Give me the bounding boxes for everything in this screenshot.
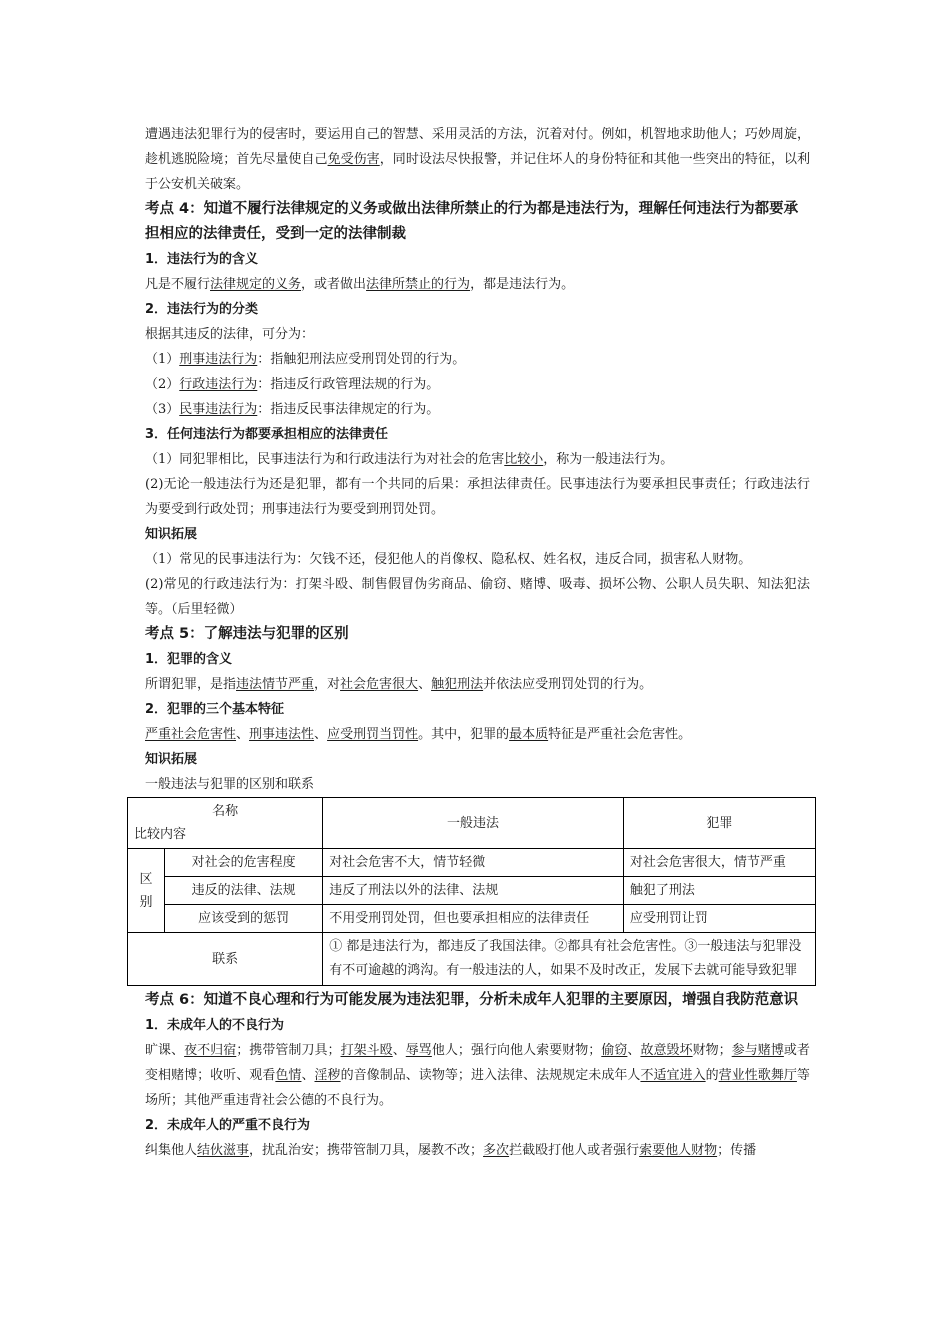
k4-class-2: （2）行政违法行为：指违反行政管理法规的行为。 <box>145 377 440 392</box>
k4-s2-heading: 2．违法行为的分类 <box>145 302 259 317</box>
k4-s2-text: 根据其违反的法律，可分为： <box>145 327 315 342</box>
k5-s2-heading: 2．犯罪的三个基本特征 <box>145 702 285 717</box>
k4-r1: （1）同犯罪相比，民事违法行为和行政违法行为对社会的危害比较小，称为一般违法行为。 <box>145 452 674 467</box>
k5-ext-heading: 知识拓展 <box>145 752 198 767</box>
col-header-crime: 犯罪 <box>623 798 815 849</box>
k4-e2: (2)常见的行政违法行为：打架斗殴、制售假冒伪劣商品、偷窃、赌博、吸毒、损坏公物、公职人员失职、知法犯法等。（后里轻微） <box>145 577 810 617</box>
row-item: 违反的法律、法规 <box>164 877 322 905</box>
k5-title: 考点 5：了解违法与犯罪的区别 <box>145 626 349 642</box>
row-crime: 对社会危害很大，情节严重 <box>623 849 815 877</box>
k4-e1: （1）常见的民事违法行为：欠钱不还，侵犯他人的肖像权、隐私权、姓名权，违反合同，损害私人财物。 <box>145 552 752 567</box>
k5-s2-text: 严重社会危害性、刑事违法性、应受刑罚当罚性。其中，犯罪的最本质特征是严重社会危害性。 <box>145 727 692 742</box>
table-row <box>128 905 816 933</box>
intro-paragraph: 遭遇违法犯罪行为的侵害时，要运用自己的智慧、采用灵活的方法，沉着对付。例如，机智地求助他人；巧妙周旋，趁机逃脱险境；首先尽量使自己免受伤害，同时设法尽快报警，并记住坏人的身份特征和其他一些突出的特征，以利于公安机关破案。 <box>145 127 810 192</box>
k4-s3-heading: 3．任何违法行为都要承担相应的法律责任 <box>145 427 389 442</box>
link-label: 联系 <box>128 933 323 986</box>
k6-s2-text: 纠集他人结伙滋事，扰乱治安；携带管制刀具，屡教不改；多次拦截殴打他人或者强行索要他人财物；传播 <box>145 1143 757 1158</box>
col-header-general: 一般违法 <box>323 798 624 849</box>
row-general: 对社会危害不大，情节轻微 <box>323 849 624 877</box>
table-corner-cell <box>128 798 323 849</box>
k4-class-3: （3）民事违法行为：指违反民事法律规定的行为。 <box>145 402 440 417</box>
row-general: 不用受刑罚处罚，但也要承担相应的法律责任 <box>323 905 624 933</box>
row-general: 违反了刑法以外的法律、法规 <box>323 877 624 905</box>
group-label: 区别 <box>128 849 165 933</box>
corner-top: 名称 <box>212 804 239 819</box>
k4-class-1: （1）刑事违法行为：指触犯刑法应受刑罚处罚的行为。 <box>145 352 466 367</box>
k6-s1-text: 旷课、夜不归宿；携带管制刀具；打架斗殴、辱骂他人；强行向他人索要财物；偷窃、故意毁坏财物；参与赌博或者变相赌博；收听、观看色情、淫秽的音像制品、读物等；进入法律、法规规定未成年人不适宜进入的营业性歌舞厅等场所；其他严重违背社会公德的不良行为。 <box>145 1043 810 1108</box>
row-crime: 触犯了刑法 <box>623 877 815 905</box>
k4-ext-heading: 知识拓展 <box>145 527 198 542</box>
k4-s1-text: 凡是不履行法律规定的义务，或者做出法律所禁止的行为，都是违法行为。 <box>145 277 575 292</box>
table-row <box>128 849 816 877</box>
row-item: 对社会的危害程度 <box>164 849 322 877</box>
k4-title: 考点 4：知道不履行法律规定的义务或做出法律所禁止的行为都是违法行为，理解任何违法行为都要承担相应的法律责任，受到一定的法律制裁 <box>145 201 799 242</box>
k5-s1-text: 所谓犯罪，是指违法情节严重，对社会危害很大、触犯刑法并依法应受刑罚处罚的行为。 <box>145 677 653 692</box>
table-row <box>128 877 816 905</box>
table-link-row <box>128 933 816 986</box>
document-page <box>134 122 810 1163</box>
k4-r2: (2)无论一般违法行为还是犯罪，都有一个共同的后果：承担法律责任。民事违法行为要承担民事责任；行政违法行为要受到行政处罚；刑事违法行为要受到刑罚处罚。 <box>145 477 810 517</box>
k5-table-caption: 一般违法与犯罪的区别和联系 <box>145 777 315 792</box>
corner-bottom: 比较内容 <box>134 827 187 842</box>
link-text: ① 都是违法行为，都违反了我国法律。②都具有社会危害性。③一般违法与犯罪没有不可逾越的鸿沟。有一般违法的人，如果不及时改正，发展下去就可能导致犯罪 <box>323 933 816 986</box>
comparison-table <box>127 797 816 986</box>
row-item: 应该受到的惩罚 <box>164 905 322 933</box>
row-crime: 应受刑罚让罚 <box>623 905 815 933</box>
table-header-row <box>128 798 816 849</box>
k4-s1-heading: 1．违法行为的含义 <box>145 252 259 267</box>
k6-s1-heading: 1．未成年人的不良行为 <box>145 1018 285 1033</box>
k6-s2-heading: 2．未成年人的严重不良行为 <box>145 1118 311 1133</box>
k6-title: 考点 6：知道不良心理和行为可能发展为违法犯罪，分析未成年人犯罪的主要原因，增强自我防范意识 <box>145 992 799 1008</box>
k5-s1-heading: 1．犯罪的含义 <box>145 652 233 667</box>
